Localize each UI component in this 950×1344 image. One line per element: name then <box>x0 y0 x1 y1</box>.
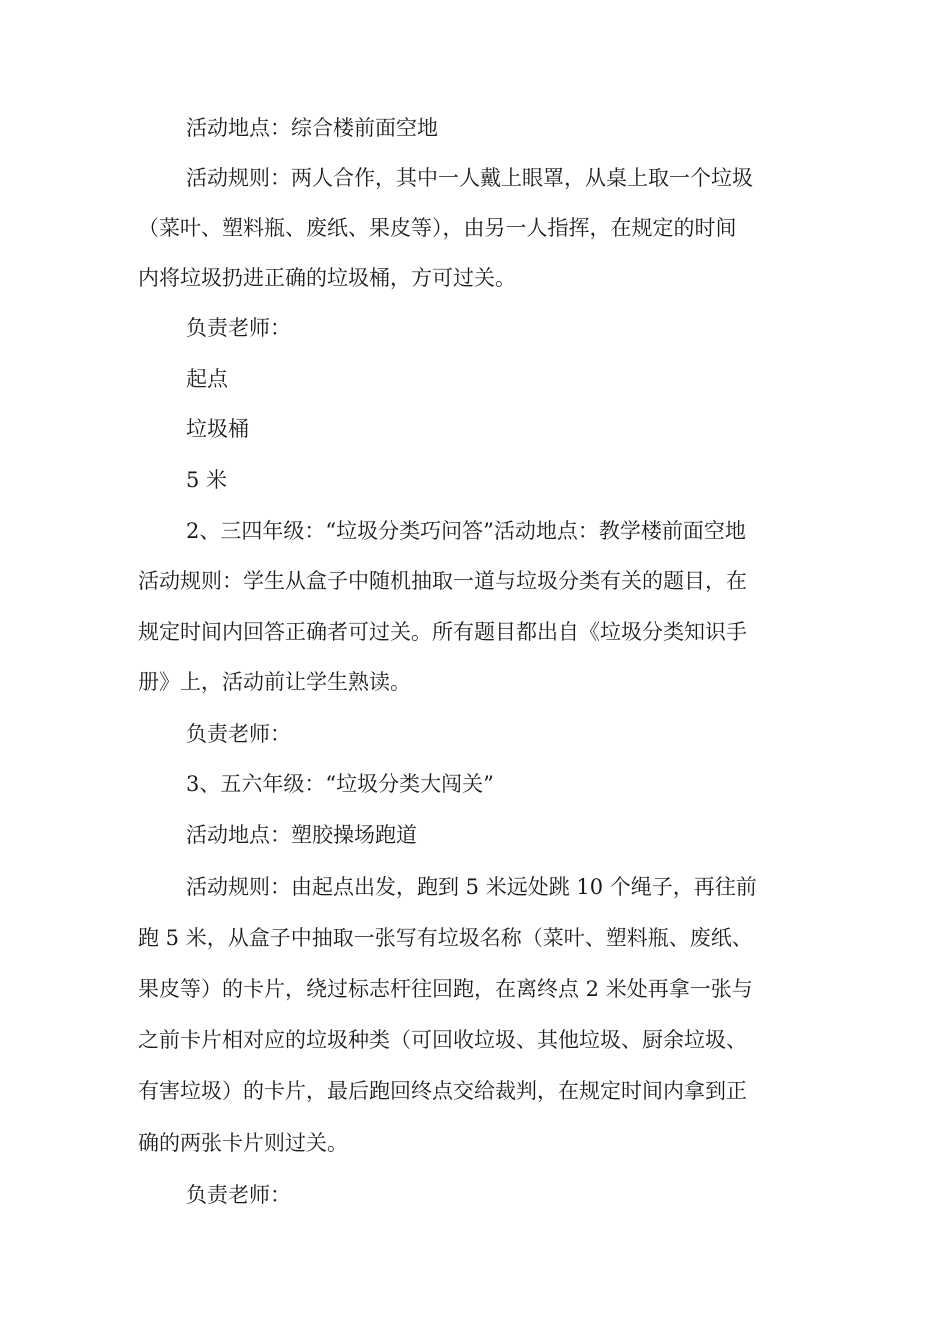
trash-bin-label: 垃圾桶 <box>186 417 249 441</box>
section-3-heading: 3、五六年级：“垃圾分类大闯关” <box>186 772 494 796</box>
responsible-teacher-3: 负责老师： <box>186 1183 291 1207</box>
paragraph-rules-2-line-3: 册》上，活动前让学生熟读。 <box>138 670 411 694</box>
paragraph-rules-1-line-3: 内将垃圾扔进正确的垃圾桶，方可过关。 <box>138 266 516 290</box>
paragraph-rules-3-line-4: 之前卡片相对应的垃圾种类（可回收垃圾、其他垃圾、厨余垃圾、 <box>138 1028 747 1052</box>
paragraph-rules-3-line-1: 活动规则：由起点出发，跑到 5 米远处跳 10 个绳子，再往前 <box>186 875 757 899</box>
responsible-teacher-2: 负责老师： <box>186 722 291 746</box>
section-2-heading: 2、三四年级：“垃圾分类巧问答”活动地点：教学楼前面空地 <box>186 519 746 543</box>
paragraph-venue-1: 活动地点：综合楼前面空地 <box>186 116 438 140</box>
responsible-teacher-1: 负责老师： <box>186 316 291 340</box>
start-point-label: 起点 <box>186 367 228 391</box>
distance-label: 5 米 <box>186 468 228 492</box>
paragraph-rules-2-line-1: 活动规则：学生从盒子中随机抽取一道与垃圾分类有关的题目，在 <box>138 569 747 593</box>
paragraph-rules-1-line-2: （菜叶、塑料瓶、废纸、果皮等），由另一人指挥，在规定的时间 <box>138 216 737 240</box>
paragraph-rules-3-line-5: 有害垃圾）的卡片，最后跑回终点交给裁判，在规定时间内拿到正 <box>138 1079 747 1103</box>
paragraph-rules-1-line-1: 活动规则：两人合作，其中一人戴上眼罩，从桌上取一个垃圾 <box>186 166 753 190</box>
paragraph-rules-3-line-3: 果皮等）的卡片，绕过标志杆往回跑，在离终点 2 米处再拿一张与 <box>138 977 753 1001</box>
paragraph-rules-3-line-6: 确的两张卡片则过关。 <box>138 1131 348 1155</box>
paragraph-venue-3: 活动地点：塑胶操场跑道 <box>186 823 417 847</box>
paragraph-rules-3-line-2: 跑 5 米，从盒子中抽取一张写有垃圾名称（菜叶、塑料瓶、废纸、 <box>138 926 753 950</box>
paragraph-rules-2-line-2: 规定时间内回答正确者可过关。所有题目都出自《垃圾分类知识手 <box>138 620 747 644</box>
